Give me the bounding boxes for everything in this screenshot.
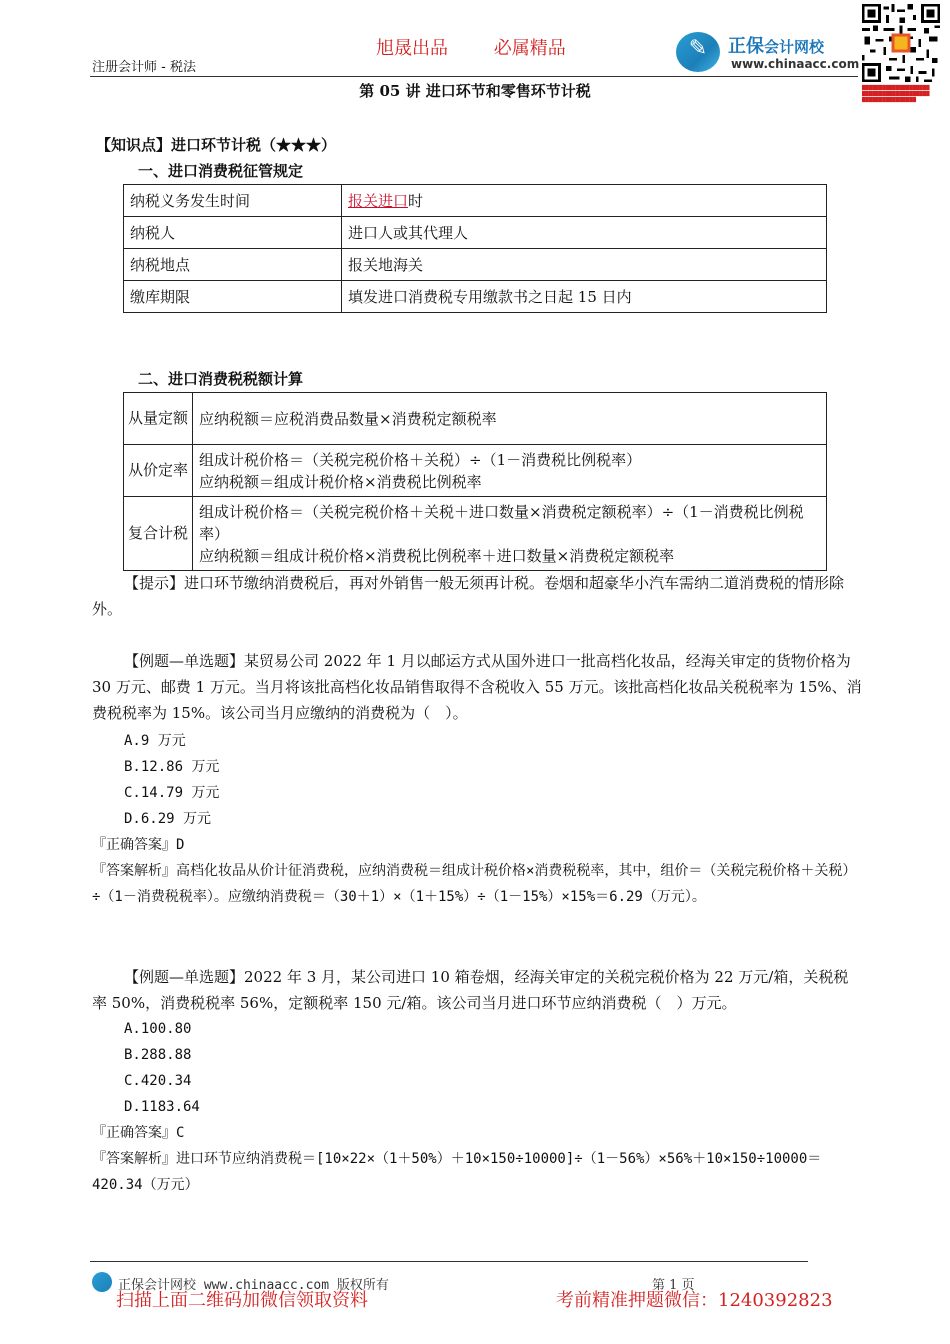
footer-logo-icon [92, 1272, 112, 1292]
footer-divider [90, 1261, 808, 1262]
example2-option-b[interactable]: B.288.88 [124, 1047, 192, 1063]
table-value: 组成计税价格＝（关税完税价格＋关税＋进口数量×消费税定额税率）÷（1－消费税比例税率） 应纳税额＝组成计税价格×消费税比例税率＋进口数量×消费税定额税率 [193, 497, 827, 571]
table-row [124, 281, 827, 313]
table-value: 应纳税额＝应税消费品数量×消费税定额税率 [193, 393, 827, 445]
table-key: 复合计税 [124, 497, 193, 571]
table-row [124, 185, 827, 217]
example1-analysis: 『答案解析』高档化妆品从价计征消费税，应纳消费税＝组成计税价格×消费税税率，其中，组价＝（关税完税价格＋关税）÷（1－消费税税率）。应缴纳消费税＝（30＋1）×（1＋15%）÷（1－15%）×15%＝6.29（万元）。 [92, 863, 857, 905]
table-row [124, 217, 827, 249]
promo-left: 旭晟出品 [376, 38, 448, 59]
example2-question: 【例题—单选题】2022 年 3 月，某公司进口 10 箱卷烟，经海关审定的关税完税价格为 22 万元/箱，关税税率 50%，消费税税率 56%，定额税率 150 元/箱。该公司当月进口环节应纳消费税（ ）万元。 [92, 968, 849, 1012]
table-row [124, 249, 827, 281]
promo-banner [376, 34, 606, 60]
tip-note: 【提示】进口环节缴纳消费税后，再对外销售一般无须再计税。卷烟和超豪华小汽车需纳二道消费税的情形除外。 [92, 574, 845, 618]
table-row [124, 497, 827, 571]
footer-copyright: 正保会计网校 www.chinaacc.com 版权所有 [118, 1278, 389, 1293]
lecture-title: 第 05 讲 进口环节和零售环节计税 [359, 82, 591, 100]
example2-analysis: 『答案解析』进口环节应纳消费税＝[10×22×（1＋50%）＋10×150÷10000]÷（1－56%）×56%＋10×150÷10000＝420.34（万元） [92, 1151, 822, 1193]
table-value: 组成计税价格＝（关税完税价格＋关税）÷（1－消费税比例税率） 应纳税额＝组成计税价格×消费税比例税率 [193, 445, 827, 497]
table-value: 填发进口消费税专用缴款书之日起 15 日内 [342, 281, 827, 313]
page-number: 第 1 页 [652, 1278, 695, 1293]
example1-option-b[interactable]: B.12.86 万元 [124, 759, 220, 775]
table-key: 纳税人 [124, 217, 342, 249]
table-key: 纳税地点 [124, 249, 342, 281]
chinaacc-logo [676, 30, 866, 76]
table-key: 从量定额 [124, 393, 193, 445]
knowledge-point-title: 【知识点】进口环节计税（★★★） [96, 136, 337, 154]
table-key: 纳税义务发生时间 [124, 185, 342, 217]
example2-option-a[interactable]: A.100.80 [124, 1021, 192, 1037]
logo-book-icon: ✎ [688, 36, 708, 61]
table-value: 报关地海关 [342, 249, 827, 281]
import-tax-rules-table [123, 184, 827, 313]
example1-option-d[interactable]: D.6.29 万元 [124, 811, 212, 827]
example2-answer: 『正确答案』C [92, 1125, 185, 1141]
example2-option-c[interactable]: C.420.34 [124, 1073, 192, 1089]
customs-import-link[interactable]: 报关进口 [348, 192, 409, 210]
logo-title: 正保会计网校 [728, 36, 825, 57]
table-row [124, 393, 827, 445]
header-divider [90, 76, 858, 77]
table-value: 进口人或其代理人 [342, 217, 827, 249]
section1-title: 一、进口消费税征管规定 [138, 162, 304, 180]
example1-answer: 『正确答案』D [92, 837, 185, 853]
table-key: 从价定率 [124, 445, 193, 497]
promo-right: 必属精品 [493, 38, 566, 59]
table-value: 报关进口时 [342, 185, 827, 217]
example2-option-d[interactable]: D.1183.64 [124, 1099, 200, 1115]
example1-question: 【例题—单选题】某贸易公司 2022 年 1 月以邮运方式从国外进口一批高档化妆品，经海关审定的货物价格为 30 万元、邮费 1 万元。当月将该批高档化妆品销售取得不含税收入 55 万元。该批高档化妆品关税税率为 15%、消费税税率为 15%。该公司当月应缴纳的消费税为（ ）。 [92, 652, 862, 722]
qr-caption: ████████████████████ ████████████████████ ████████████████ [862, 86, 930, 103]
section2-title: 二、进口消费税税额计算 [138, 370, 304, 388]
tax-calculation-table [123, 392, 827, 571]
logo-url: www.chinaacc.com [731, 57, 860, 71]
course-name: 注册会计师 - 税法 [92, 60, 196, 75]
footer-left-promo: 扫描上面二维码加微信领取资料 [116, 1290, 368, 1311]
example1-option-a[interactable]: A.9 万元 [124, 733, 186, 749]
qr-code-icon[interactable] [862, 4, 940, 82]
table-row [124, 445, 827, 497]
footer-right-promo: 考前精准押题微信：1240392823 [556, 1290, 833, 1311]
example1-option-c[interactable]: C.14.79 万元 [124, 785, 220, 801]
table-key: 缴库期限 [124, 281, 342, 313]
